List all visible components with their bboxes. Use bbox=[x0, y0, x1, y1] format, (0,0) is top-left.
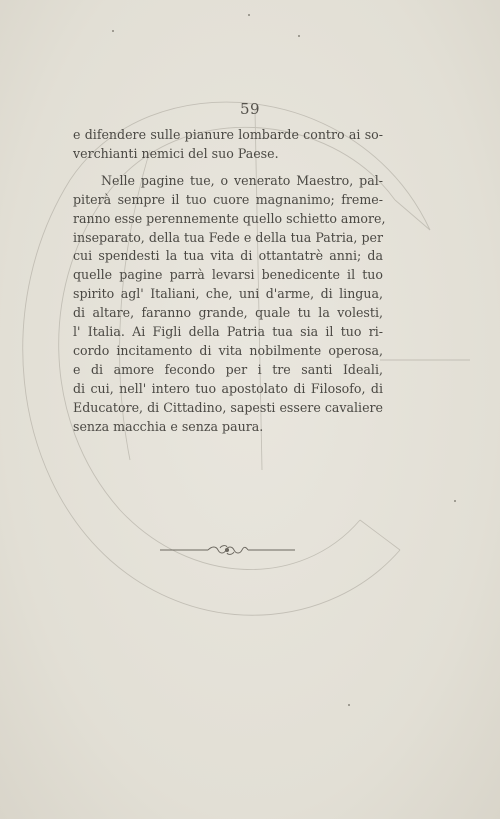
text-line: Nelle pagine tue, o venerato Maestro, pal- bbox=[101, 172, 383, 188]
body-text bbox=[73, 126, 386, 437]
paragraph-gap bbox=[73, 164, 383, 172]
text-line: l' Italia. Ai Figli della Patria tua sia il tuo ri- bbox=[73, 324, 383, 340]
text-line: quelle pagine parrà levarsi benedicente il tuo bbox=[73, 267, 383, 283]
paragraph bbox=[73, 172, 386, 437]
paper-speck bbox=[348, 704, 350, 706]
paper-speck bbox=[248, 14, 250, 16]
paragraph bbox=[73, 126, 383, 164]
text-line: e di amore fecondo per i tre santi Ideali, bbox=[73, 361, 383, 377]
text-line: verchianti nemici del suo Paese. bbox=[73, 145, 279, 161]
text-line: piterà sempre il tuo cuore magnanimo; freme- bbox=[73, 191, 383, 207]
paper-speck bbox=[454, 500, 456, 502]
text-line: cordo incitamento di vita nobilmente operosa, bbox=[73, 342, 383, 358]
text-line: Educatore, di Cittadino, sapesti essere cavaliere bbox=[73, 399, 383, 415]
text-line: cui spendesti la tua vita di ottantatrè anni; da bbox=[73, 248, 383, 264]
paper-speck bbox=[112, 30, 114, 32]
text-line: di altare, faranno grande, quale tu la volesti, bbox=[73, 305, 383, 321]
text-line: inseparato, della tua Fede e della tua Patria, per bbox=[73, 229, 383, 245]
text-line: di cui, nell' intero tuo apostolato di Filosofo, di bbox=[73, 380, 383, 396]
text-line: spirito agl' Italiani, che, uni d'arme, di lingua, bbox=[73, 286, 383, 302]
decorative-divider-ornament bbox=[160, 543, 295, 557]
paper-speck bbox=[298, 35, 300, 37]
text-line: senza macchia e senza paura. bbox=[73, 418, 264, 434]
text-line: ranno esse perennemente quello schietto amore, bbox=[73, 210, 386, 226]
paragraph-container bbox=[73, 126, 386, 437]
page-number: 59 bbox=[239, 100, 261, 118]
text-line: e difendere sulle pianure lombarde contro ai so- bbox=[73, 127, 383, 142]
